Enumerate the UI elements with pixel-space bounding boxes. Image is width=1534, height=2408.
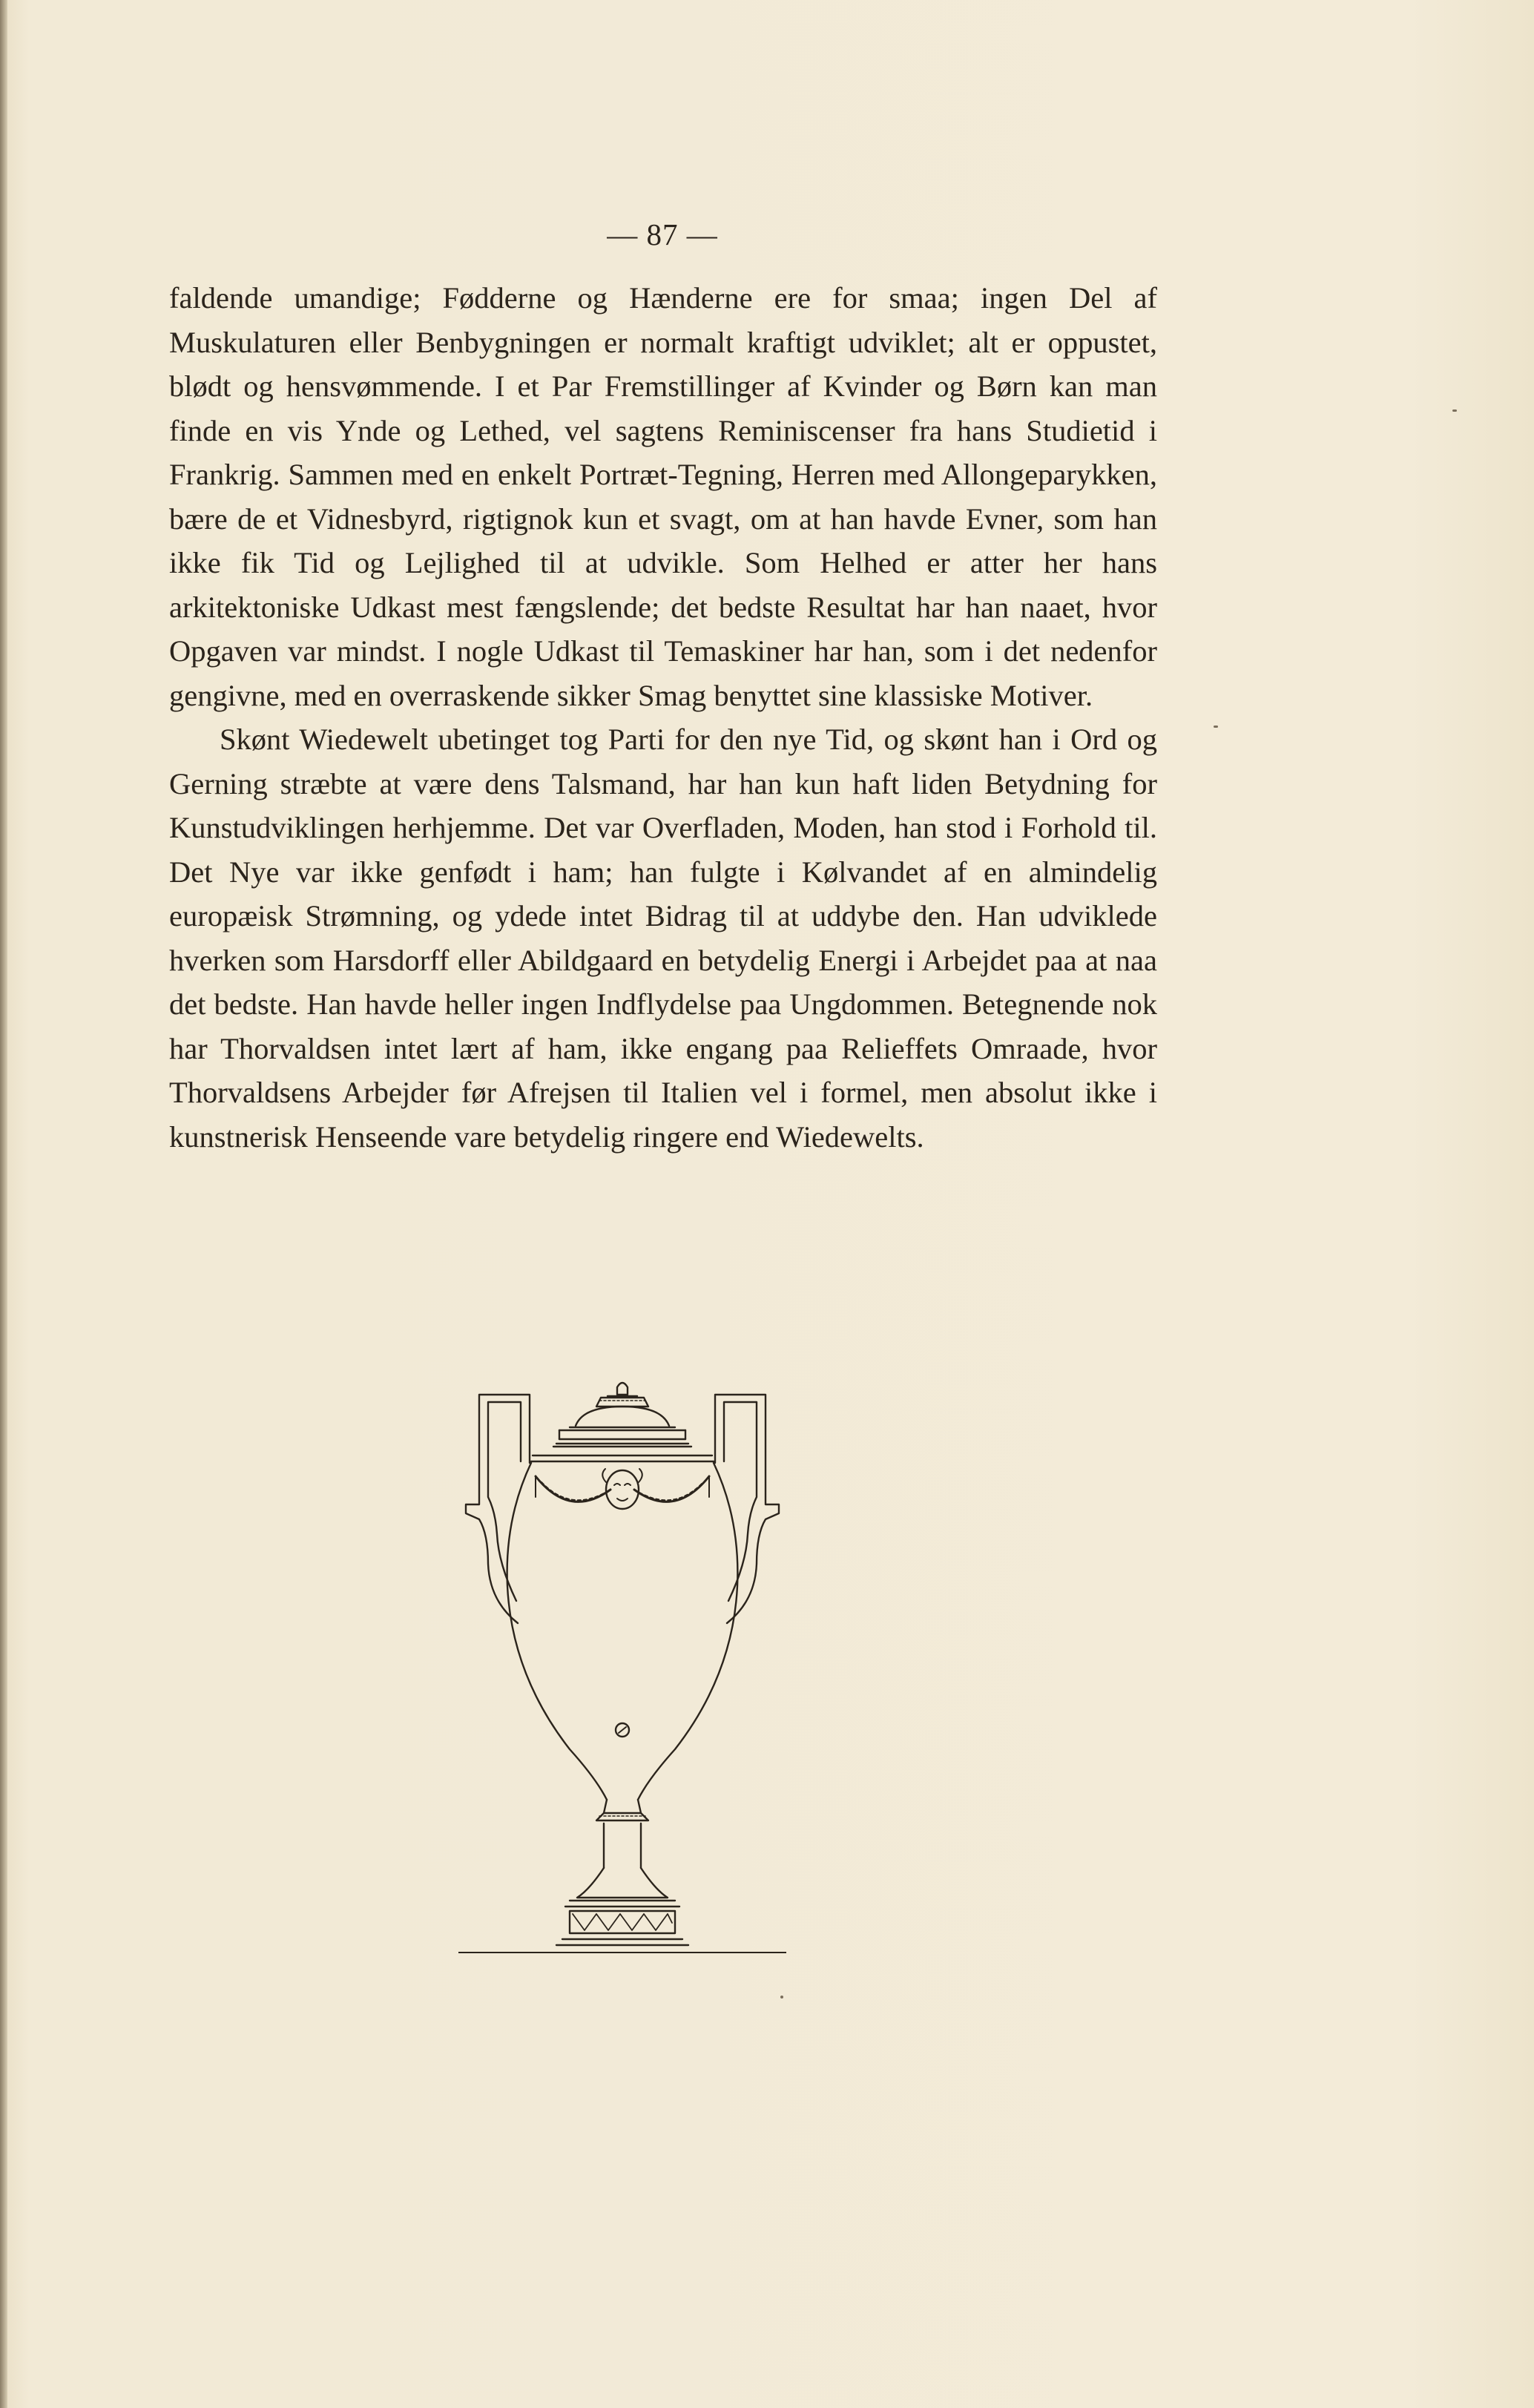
paragraph-2: Skønt Wiedewelt ubetinget tog Parti for den nye Tid, og skønt han i Ord og Gerning stræbte at være dens Talsmand, har han kun haft liden Betydning for Kunstudviklingen herhjemme. Det var Overfladen, Moden, han stod i Forhold til. Det Nye var ikke genfødt i ham; han fulgte i Kølvandet af en almindelig europæisk Strømning, og ydede intet Bidrag til at uddybe den. Han udviklede hverken som Harsdorff eller Abildgaard en betydelig Energi i Arbejdet paa at naa det bedste. Han havde heller ingen Indflydelse paa Ungdommen. Betegnende nok har Thorvaldsen intet lært af ham, ikke engang paa Relieffets Omraade, hvor Thorvaldsens Arbejder før Afrejsen til Italien vel i formel, men absolut ikke i kunstnerisk Henseende vare betydelig ringere end Wiedewelts. xyxy=(169,723,1157,1154)
body-text xyxy=(169,276,1157,1159)
paper-speck xyxy=(1214,726,1218,728)
paragraph-1: faldende umandige; Fødderne og Hænderne ere for smaa; ingen Del af Muskulaturen eller Benbygningen er normalt kraftigt udviklet; alt er oppustet, blødt og hensvømmende. I et Par Fremstillinger af Kvinder og Børn kan man finde en vis Ynde og Lethed, vel sagtens Reminiscenser fra hans Studietid i Frankrig. Sammen med en enkelt Portræt-Tegning, Herren med Allongeparykken, bære de et Vidnesbyrd, rigtignok kun et svagt, om at han havde Evner, som han ikke fik Tid og Lejlighed til at udvikle. Som Helhed er atter her hans arkitektoniske Udkast mest fængslende; det bedste Resultat har han naaet, hvor Opgaven var mindst. I nogle Udkast til Temaskiner har han, som i det nedenfor gengivne, med en overraskende sikker Smag benyttet sine klassiske Motiver. xyxy=(169,281,1157,712)
page-number: — 87 — xyxy=(607,217,718,251)
tea-urn-illustration xyxy=(458,1378,786,1958)
paper-speck xyxy=(780,1996,783,1999)
paper-speck xyxy=(1452,409,1457,412)
page-spine-edge xyxy=(0,0,7,2408)
